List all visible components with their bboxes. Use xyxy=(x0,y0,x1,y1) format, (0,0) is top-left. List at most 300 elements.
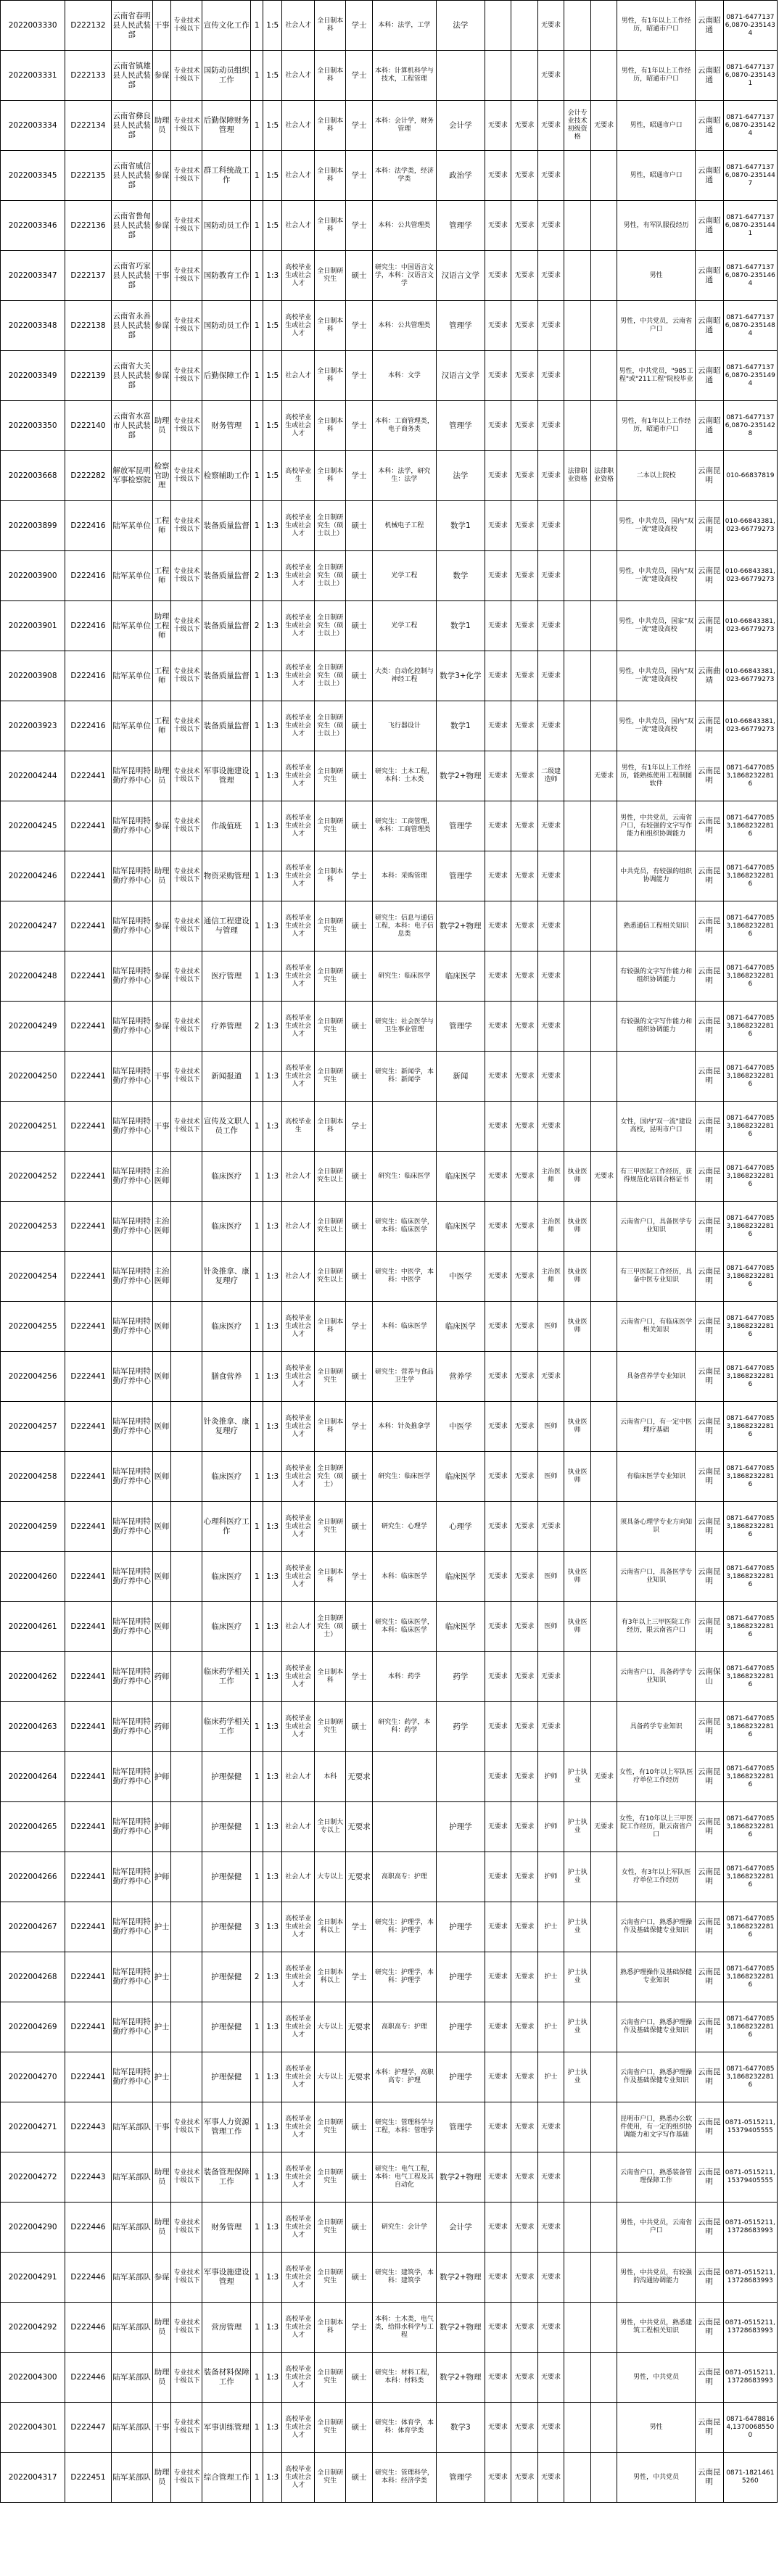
cell-employer-code: D222134 xyxy=(65,101,111,151)
cell-title-req: 无要求 xyxy=(537,101,564,151)
cell-position-code: 2022004253 xyxy=(1,1202,65,1252)
table-row xyxy=(1,1552,778,1602)
cell-other-qual xyxy=(590,1652,617,1702)
cell-contact: 0871-64770853,18682322816 xyxy=(723,1852,777,1902)
cell-post-name: 药师 xyxy=(152,1702,171,1752)
cell-degree: 硕士 xyxy=(346,601,373,651)
cell-post-name: 参谋 xyxy=(152,801,171,851)
cell-post-level: 专业技术十级以下 xyxy=(171,2102,202,2152)
cell-employer: 云南省彝良县人民武装部 xyxy=(111,101,152,151)
cell-major: 研究生：护理学，本科：护理学 xyxy=(372,1952,436,2002)
cell-exam-subject xyxy=(437,1852,485,1902)
cell-degree: 硕士 xyxy=(346,951,373,1002)
table-row xyxy=(1,1752,778,1802)
cell-position-code: 2022003899 xyxy=(1,501,65,551)
cell-ratio: 1:3 xyxy=(263,2203,282,2253)
cell-remarks: 男性，中共党员 xyxy=(617,2453,696,2503)
cell-position-code: 2022004247 xyxy=(1,901,65,951)
cell-job-content: 财务管理 xyxy=(202,2203,251,2253)
table-row xyxy=(1,951,778,1002)
cell-job-content: 护理保健 xyxy=(202,1752,251,1802)
cell-employer-code: D222139 xyxy=(65,351,111,401)
cell-source: 高校毕业生或社会人才 xyxy=(282,2403,315,2453)
cell-ratio: 1:3 xyxy=(263,1502,282,1552)
cell-exam-subject: 护理学 xyxy=(437,2002,485,2052)
cell-education: 全日制研究生（硕士以上） xyxy=(315,551,346,601)
cell-political-status: 无要求 xyxy=(485,2052,511,2102)
cell-degree: 学士 xyxy=(346,451,373,501)
cell-exam-subject: 会计学 xyxy=(437,2203,485,2253)
cell-post-level: 专业技术十级以下 xyxy=(171,151,202,201)
cell-post-name: 参谋 xyxy=(152,1002,171,1052)
cell-post-name: 医师 xyxy=(152,1602,171,1652)
cell-education: 全日制本科 xyxy=(315,1302,346,1352)
cell-position-code: 2022003347 xyxy=(1,251,65,301)
cell-post-level: 专业技术十级以下 xyxy=(171,551,202,601)
cell-employer: 陆军某部队 xyxy=(111,2303,152,2353)
cell-education: 全日制研究生 xyxy=(315,1502,346,1552)
cell-other-qual xyxy=(590,1552,617,1602)
cell-post-name: 干事 xyxy=(152,1052,171,1102)
cell-employer-code: D222416 xyxy=(65,651,111,701)
cell-qualification xyxy=(564,851,591,901)
table-row xyxy=(1,2303,778,2353)
cell-location: 云南昆明 xyxy=(695,1352,723,1402)
cell-position-code: 2022004258 xyxy=(1,1452,65,1502)
cell-location: 云南昆明 xyxy=(695,1752,723,1802)
cell-age: 无要求 xyxy=(511,201,538,251)
table-row xyxy=(1,2353,778,2403)
cell-headcount: 1 xyxy=(251,1752,263,1802)
cell-post-level: 专业技术十级以下 xyxy=(171,2152,202,2203)
cell-remarks xyxy=(617,1052,696,1102)
cell-other-qual xyxy=(590,351,617,401)
cell-other-qual xyxy=(590,851,617,901)
cell-age: 无要求 xyxy=(511,1202,538,1252)
cell-political-status: 无要求 xyxy=(485,1152,511,1202)
cell-degree: 学士 xyxy=(346,1302,373,1352)
cell-post-name: 主治医师 xyxy=(152,1252,171,1302)
cell-qualification xyxy=(564,1,591,51)
cell-age: 无要求 xyxy=(511,1152,538,1202)
cell-degree: 硕士 xyxy=(346,1602,373,1652)
cell-age: 无要求 xyxy=(511,1952,538,2002)
cell-title-req: 无要求 xyxy=(537,1652,564,1702)
cell-post-name: 助理员 xyxy=(152,2303,171,2353)
cell-employer: 陆军昆明特勤疗养中心 xyxy=(111,751,152,801)
cell-post-name: 干事 xyxy=(152,1102,171,1152)
cell-exam-subject: 临床医学 xyxy=(437,1602,485,1652)
cell-position-code: 2022004256 xyxy=(1,1352,65,1402)
cell-headcount: 1 xyxy=(251,1052,263,1102)
cell-exam-subject: 管理学 xyxy=(437,2453,485,2503)
cell-qualification xyxy=(564,2303,591,2353)
cell-post-level xyxy=(171,1352,202,1402)
cell-other-qual xyxy=(590,301,617,351)
cell-age: 无要求 xyxy=(511,2102,538,2152)
cell-education: 全日制研究生以上 xyxy=(315,1202,346,1252)
cell-job-content: 护理保健 xyxy=(202,1902,251,1952)
cell-location: 云南昆明 xyxy=(695,1852,723,1902)
cell-education: 全日制研究生 xyxy=(315,1352,346,1402)
cell-degree: 学士 xyxy=(346,851,373,901)
cell-source: 高校毕业生或社会人才 xyxy=(282,851,315,901)
cell-position-code: 2022004291 xyxy=(1,2253,65,2303)
cell-post-level xyxy=(171,1602,202,1652)
cell-major: 研究生：体育学，本科：体育学类 xyxy=(372,2403,436,2453)
cell-job-content: 军事设施建设管理 xyxy=(202,751,251,801)
cell-ratio: 1:3 xyxy=(263,2253,282,2303)
cell-post-level: 专业技术十级以下 xyxy=(171,701,202,751)
cell-post-name: 工程师 xyxy=(152,501,171,551)
cell-exam-subject: 临床医学 xyxy=(437,1552,485,1602)
cell-political-status: 无要求 xyxy=(485,2453,511,2503)
cell-education: 全日制本科 xyxy=(315,1652,346,1702)
cell-employer-code: D222446 xyxy=(65,2253,111,2303)
cell-degree: 硕士 xyxy=(346,251,373,301)
cell-remarks: 云南省户口，具备医学专业知识 xyxy=(617,1552,696,1602)
cell-political-status: 无要求 xyxy=(485,301,511,351)
cell-degree: 硕士 xyxy=(346,1152,373,1202)
cell-other-qual xyxy=(590,1602,617,1652)
cell-contact: 0871-64771376,0870-2351431 xyxy=(723,51,777,101)
cell-education: 全日制本科 xyxy=(315,2303,346,2353)
cell-remarks: 二本以上院校 xyxy=(617,451,696,501)
cell-title-req: 无要求 xyxy=(537,901,564,951)
cell-ratio: 1:3 xyxy=(263,851,282,901)
cell-title-req: 护士 xyxy=(537,1952,564,2002)
cell-degree: 硕士 xyxy=(346,2253,373,2303)
cell-job-content: 国防动员组织工作 xyxy=(202,51,251,101)
cell-other-qual xyxy=(590,1102,617,1152)
table-row xyxy=(1,1102,778,1152)
cell-source: 社会人才 xyxy=(282,1252,315,1302)
cell-political-status: 无要求 xyxy=(485,251,511,301)
cell-ratio: 1:3 xyxy=(263,2353,282,2403)
cell-location: 云南昆明 xyxy=(695,1802,723,1852)
cell-major: 本科：公共管理类 xyxy=(372,301,436,351)
cell-age: 无要求 xyxy=(511,1702,538,1752)
cell-exam-subject: 管理学 xyxy=(437,201,485,251)
cell-age: 无要求 xyxy=(511,1502,538,1552)
cell-exam-subject: 数学1 xyxy=(437,601,485,651)
cell-ratio: 1:3 xyxy=(263,651,282,701)
cell-qualification xyxy=(564,951,591,1002)
cell-title-req: 医师 xyxy=(537,1552,564,1602)
cell-political-status: 无要求 xyxy=(485,1202,511,1252)
cell-headcount: 1 xyxy=(251,651,263,701)
cell-contact: 0871-64770853,18682322816 xyxy=(723,1602,777,1652)
cell-employer: 陆军昆明特勤疗养中心 xyxy=(111,901,152,951)
cell-degree: 学士 xyxy=(346,51,373,101)
cell-education: 全日制研究生（硕士） xyxy=(315,1452,346,1502)
cell-ratio: 1:3 xyxy=(263,2152,282,2203)
cell-remarks: 男性，有1年以上工作经历，昭通市户口 xyxy=(617,1,696,51)
cell-source: 高校毕业生或社会人才 xyxy=(282,1652,315,1702)
cell-major: 本科：土木类，电气类，给排水科学与工程 xyxy=(372,2303,436,2353)
table-row xyxy=(1,1202,778,1252)
cell-other-qual xyxy=(590,801,617,851)
cell-remarks: 男性，中共党员，"985工程"或"211工程"院校毕业 xyxy=(617,351,696,401)
cell-education: 全日制研究生 xyxy=(315,2403,346,2453)
cell-position-code: 2022004251 xyxy=(1,1102,65,1152)
cell-employer-code: D222282 xyxy=(65,451,111,501)
cell-job-content: 群工科统战工作 xyxy=(202,151,251,201)
cell-qualification: 护士执业 xyxy=(564,1752,591,1802)
cell-contact: 0871-64771376,0870-2351494 xyxy=(723,351,777,401)
cell-contact: 010-66843381,023-66779273 xyxy=(723,551,777,601)
cell-employer: 陆军昆明特勤疗养中心 xyxy=(111,1102,152,1152)
cell-political-status: 无要求 xyxy=(485,1402,511,1452)
cell-post-name: 工程师 xyxy=(152,651,171,701)
cell-other-qual xyxy=(590,1002,617,1052)
cell-employer-code: D222441 xyxy=(65,1852,111,1902)
cell-contact: 0871-18214615260 xyxy=(723,2453,777,2503)
cell-ratio: 1:3 xyxy=(263,2403,282,2453)
cell-post-name: 参谋 xyxy=(152,351,171,401)
cell-location: 云南昭通 xyxy=(695,401,723,451)
cell-post-name: 药师 xyxy=(152,1652,171,1702)
cell-qualification: 法律职业资格 xyxy=(564,451,591,501)
cell-contact: 010-66843381,023-66779273 xyxy=(723,651,777,701)
cell-location: 云南昆明 xyxy=(695,1902,723,1952)
cell-headcount: 1 xyxy=(251,1202,263,1252)
cell-headcount: 1 xyxy=(251,1402,263,1452)
cell-political-status: 无要求 xyxy=(485,2353,511,2403)
cell-source: 高校毕业生或社会人才 xyxy=(282,551,315,601)
cell-employer: 陆军某部队 xyxy=(111,2152,152,2203)
cell-remarks: 男性，有军队服役经历 xyxy=(617,201,696,251)
cell-degree: 硕士 xyxy=(346,2102,373,2152)
cell-ratio: 1:3 xyxy=(263,1452,282,1502)
cell-education: 全日制研究生 xyxy=(315,251,346,301)
cell-job-content: 宣传文化工作 xyxy=(202,1,251,51)
cell-ratio: 1:3 xyxy=(263,1602,282,1652)
cell-other-qual xyxy=(590,1252,617,1302)
cell-employer-code: D222443 xyxy=(65,2102,111,2152)
table-row xyxy=(1,451,778,501)
cell-qualification xyxy=(564,201,591,251)
cell-remarks: 有3年以上三甲医院工作经历，限云南省户口 xyxy=(617,1602,696,1652)
cell-exam-subject: 临床医学 xyxy=(437,951,485,1002)
cell-location: 云南昆明 xyxy=(695,1602,723,1652)
cell-qualification: 护士执业 xyxy=(564,1952,591,2002)
cell-source: 高校毕业生或社会人才 xyxy=(282,1402,315,1452)
cell-job-content: 护理保健 xyxy=(202,1802,251,1852)
cell-qualification: 护士执业 xyxy=(564,2002,591,2052)
cell-location: 云南昆明 xyxy=(695,2453,723,2503)
cell-ratio: 1:5 xyxy=(263,201,282,251)
cell-other-qual xyxy=(590,2303,617,2353)
cell-contact: 0871-0515211,13728683993 xyxy=(723,2303,777,2353)
cell-ratio: 1:5 xyxy=(263,1,282,51)
cell-exam-subject: 中医学 xyxy=(437,1402,485,1452)
cell-remarks: 云南省户口，熟悉护理操作及基础保健专业知识 xyxy=(617,1902,696,1952)
cell-degree: 硕士 xyxy=(346,1052,373,1102)
cell-location: 云南昆明 xyxy=(695,2353,723,2403)
cell-exam-subject: 数学2+物理 xyxy=(437,751,485,801)
cell-post-name: 参谋 xyxy=(152,951,171,1002)
cell-location: 云南昭通 xyxy=(695,301,723,351)
cell-age: 无要求 xyxy=(511,1902,538,1952)
cell-political-status: 无要求 xyxy=(485,1652,511,1702)
cell-title-req: 无要求 xyxy=(537,851,564,901)
cell-contact: 0871-64770853,18682322816 xyxy=(723,1402,777,1452)
cell-post-name: 助理员 xyxy=(152,401,171,451)
cell-post-level: 专业技术十级以下 xyxy=(171,1,202,51)
cell-post-level: 专业技术十级以下 xyxy=(171,2403,202,2453)
cell-major: 大类：自动化控制与神经工程 xyxy=(372,651,436,701)
cell-major: 研究生：心理学 xyxy=(372,1502,436,1552)
cell-source: 社会人才 xyxy=(282,1752,315,1802)
cell-contact: 0871-64770853,18682322816 xyxy=(723,1702,777,1752)
cell-employer-code: D222446 xyxy=(65,2353,111,2403)
cell-employer-code: D222441 xyxy=(65,1552,111,1602)
cell-job-content: 后勤保障财务管理 xyxy=(202,101,251,151)
cell-political-status: 无要求 xyxy=(485,2203,511,2253)
cell-position-code: 2022004259 xyxy=(1,1502,65,1552)
cell-employer-code: D222441 xyxy=(65,801,111,851)
cell-source: 高校毕业生或社会人才 xyxy=(282,601,315,651)
cell-ratio: 1:3 xyxy=(263,251,282,301)
cell-headcount: 1 xyxy=(251,101,263,151)
cell-source: 高校毕业生或社会人才 xyxy=(282,2203,315,2253)
cell-other-qual xyxy=(590,2403,617,2453)
cell-degree: 学士 xyxy=(346,101,373,151)
cell-other-qual xyxy=(590,1352,617,1402)
cell-location: 云南昭通 xyxy=(695,351,723,401)
cell-other-qual xyxy=(590,151,617,201)
table-row xyxy=(1,1252,778,1302)
cell-other-qual xyxy=(590,551,617,601)
cell-source: 高校毕业生或社会人才 xyxy=(282,1952,315,2002)
cell-exam-subject: 法学 xyxy=(437,451,485,501)
cell-job-content: 军事训练管理 xyxy=(202,2403,251,2453)
cell-remarks: 女性，有10年以上军队医疗单位工作经历 xyxy=(617,1752,696,1802)
cell-major: 研究生：电气工程，本科：电气工程及其自动化 xyxy=(372,2152,436,2203)
cell-major: 高职高专：护理 xyxy=(372,2002,436,2052)
cell-post-name: 助理工程师 xyxy=(152,601,171,651)
table-row xyxy=(1,701,778,751)
cell-contact: 0871-64771376,0870-2351424 xyxy=(723,101,777,151)
cell-position-code: 2022004250 xyxy=(1,1052,65,1102)
cell-employer-code: D222441 xyxy=(65,1252,111,1302)
cell-political-status xyxy=(485,51,511,101)
cell-employer-code: D222441 xyxy=(65,1002,111,1052)
cell-exam-subject: 数学 xyxy=(437,551,485,601)
cell-job-content: 新闻报道 xyxy=(202,1052,251,1102)
cell-source: 社会人才 xyxy=(282,1,315,51)
cell-source: 高校毕业生或社会人才 xyxy=(282,2253,315,2303)
cell-position-code: 2022004267 xyxy=(1,1902,65,1952)
cell-post-name: 参谋 xyxy=(152,201,171,251)
cell-employer-code: D222441 xyxy=(65,1602,111,1652)
cell-qualification xyxy=(564,2353,591,2403)
cell-position-code: 2022004263 xyxy=(1,1702,65,1752)
cell-employer: 云南省威信县人民武装部 xyxy=(111,151,152,201)
cell-major: 本科：工商管理类，电子商务类 xyxy=(372,401,436,451)
cell-contact: 0871-64770853,18682322816 xyxy=(723,1202,777,1252)
cell-major: 研究生：材料工程，本科：材料类 xyxy=(372,2353,436,2403)
cell-age: 无要求 xyxy=(511,2203,538,2253)
cell-age: 无要求 xyxy=(511,2453,538,2503)
cell-remarks: 中共党员，有较强的组织协调能力 xyxy=(617,851,696,901)
cell-qualification xyxy=(564,2203,591,2253)
cell-major: 本科：临床医学 xyxy=(372,1552,436,1602)
cell-job-content: 作战值班 xyxy=(202,801,251,851)
cell-headcount: 1 xyxy=(251,301,263,351)
cell-position-code: 2022003330 xyxy=(1,1,65,51)
cell-employer-code: D222443 xyxy=(65,2152,111,2203)
cell-position-code: 2022004268 xyxy=(1,1952,65,2002)
cell-post-name: 医师 xyxy=(152,1452,171,1502)
cell-headcount: 1 xyxy=(251,2052,263,2102)
cell-education: 全日制研究生 xyxy=(315,2203,346,2253)
cell-qualification: 护士执业 xyxy=(564,1902,591,1952)
cell-other-qual xyxy=(590,1052,617,1102)
cell-education: 全日制研究生（硕士） xyxy=(315,1602,346,1652)
cell-degree: 硕士 xyxy=(346,1002,373,1052)
cell-qualification: 护士执业 xyxy=(564,1802,591,1852)
cell-location: 云南昆明 xyxy=(695,451,723,501)
cell-ratio: 1:3 xyxy=(263,2102,282,2152)
cell-major: 高职高专：护理 xyxy=(372,1852,436,1902)
cell-location: 云南昆明 xyxy=(695,2002,723,2052)
cell-remarks: 熟悉通信工程相关知识 xyxy=(617,901,696,951)
cell-major: 本科：法学，工学 xyxy=(372,1,436,51)
cell-major: 研究生：管理科学，本科：经济学类 xyxy=(372,2453,436,2503)
cell-post-name: 护士 xyxy=(152,1902,171,1952)
cell-remarks: 男性，中共党员，云南省户口 xyxy=(617,2203,696,2253)
cell-political-status: 无要求 xyxy=(485,2303,511,2353)
cell-job-content: 装备质量监督 xyxy=(202,551,251,601)
table-row xyxy=(1,2002,778,2052)
cell-degree: 硕士 xyxy=(346,2203,373,2253)
cell-headcount: 1 xyxy=(251,2152,263,2203)
cell-ratio: 1:3 xyxy=(263,2303,282,2353)
cell-education: 全日制研究生（硕士以上） xyxy=(315,651,346,701)
cell-exam-subject: 管理学 xyxy=(437,2102,485,2152)
cell-major: 光学工程 xyxy=(372,601,436,651)
cell-other-qual: 无要求 xyxy=(590,1802,617,1852)
cell-major: 研究生：会计学 xyxy=(372,2203,436,2253)
cell-ratio: 1:3 xyxy=(263,601,282,651)
cell-ratio: 1:3 xyxy=(263,551,282,601)
cell-degree: 学士 xyxy=(346,301,373,351)
cell-other-qual xyxy=(590,1402,617,1452)
cell-post-level xyxy=(171,1552,202,1602)
cell-title-req: 医师 xyxy=(537,1602,564,1652)
cell-contact: 0871-64770853,18682322816 xyxy=(723,1102,777,1152)
cell-position-code: 2022004246 xyxy=(1,851,65,901)
cell-qualification xyxy=(564,401,591,451)
cell-employer-code: D222441 xyxy=(65,901,111,951)
cell-location: 云南昭通 xyxy=(695,151,723,201)
cell-remarks: 男性，昭通市户口 xyxy=(617,101,696,151)
cell-title-req: 无要求 xyxy=(537,551,564,601)
cell-post-name: 助理员 xyxy=(152,101,171,151)
cell-post-name: 助理员 xyxy=(152,751,171,801)
cell-source: 高校毕业生或社会人才 xyxy=(282,901,315,951)
cell-location: 云南曲靖 xyxy=(695,651,723,701)
cell-other-qual xyxy=(590,251,617,301)
cell-title-req: 无要求 xyxy=(537,2403,564,2453)
cell-employer: 云南省水富市人民武装部 xyxy=(111,401,152,451)
cell-job-content: 营房管理 xyxy=(202,2303,251,2353)
cell-source: 高校毕业生或社会人才 xyxy=(282,1052,315,1102)
cell-post-level: 专业技术十级以下 xyxy=(171,751,202,801)
cell-position-code: 2022003668 xyxy=(1,451,65,501)
